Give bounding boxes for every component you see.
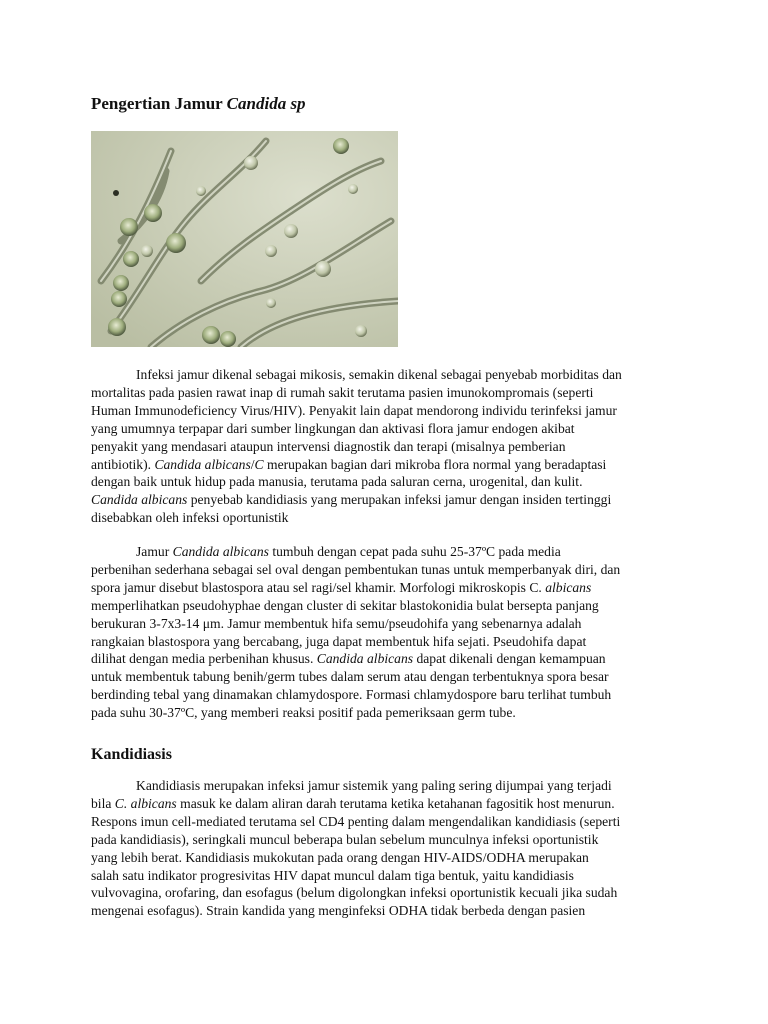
candida-micrograph-image: [91, 131, 398, 347]
title-italic: Candida sp: [226, 94, 306, 113]
text-run: pada suhu 30-37ºC, yang memberi reaksi positif pada pemeriksaan germ tube.: [91, 705, 516, 721]
heading-kandidiasis: Kandidiasis: [91, 746, 172, 763]
text-run: perbenihan sederhana sebagai sel oval dengan pembentukan tunas untuk memperbanyak diri, dan: [91, 561, 621, 577]
italic-term: C. albicans: [114, 795, 177, 811]
paragraph2-line: [91, 633, 683, 651]
text-run: penyakit yang mendasari ataupun intervensi diagnostik dan terapi (misalnya pemberian: [91, 438, 566, 454]
paragraph2-line: [91, 543, 683, 561]
paragraph-kandidiasis: [91, 777, 683, 920]
text-run: penyebab kandidiasis yang merupakan infeksi jamur dengan insiden tertinggi: [187, 492, 612, 508]
paragraph2-line: [91, 597, 683, 615]
text-run: dapat dikenali dengan kemampuan: [413, 651, 606, 667]
text-run: masuk ke dalam aliran darah terutama ketika ketahanan fagositik host menurun.: [176, 795, 615, 811]
text-run: rangkaian blastospora yang bercabang, juga dapat membentuk hifa sejati. Pseudohifa dapat: [91, 633, 587, 649]
paragraph3-line: [91, 813, 683, 831]
italic-term: Candida albicans: [154, 456, 251, 472]
text-run: Kandidiasis merupakan infeksi jamur sistemik yang paling sering dijumpai yang terjadi: [136, 778, 612, 793]
paragraph-jamur-candida: [91, 543, 683, 722]
paragraph2-line: [91, 668, 683, 686]
paragraph2-line: [91, 650, 683, 668]
text-run: bila: [91, 795, 115, 811]
paragraph2-line: [91, 615, 683, 633]
paragraph3-line: [91, 849, 683, 867]
text-run: memperlihatkan pseudohyphae dengan cluster di sekitar blastokonidia bulat bersepta panjang: [91, 597, 599, 613]
text-run: yang umumnya terpapar dari sumber lingkungan dan aktivasi flora jamur endogen akibat: [91, 420, 575, 436]
text-run: disebabkan oleh infeksi oportunistik: [91, 510, 289, 526]
paragraph3-line: [91, 831, 683, 849]
paragraph3-line: [91, 777, 683, 795]
title-text: Pengertian Jamur: [91, 94, 227, 113]
paragraph2-line: [91, 686, 683, 704]
italic-term: Candida albicans: [316, 651, 414, 667]
paragraph1-line: [91, 509, 683, 527]
paragraph1-line: [91, 491, 683, 509]
text-run: merupakan bagian dari mikroba flora normal yang beradaptasi: [263, 456, 607, 472]
paragraph1-line: [91, 402, 683, 420]
paragraph1-line: [91, 456, 683, 474]
paragraph-infeksi-jamur: [91, 366, 683, 527]
paragraph1-line: [91, 420, 683, 438]
text-run: dengan baik untuk hidup pada manusia, terutama pada saluran cerna, urogenital, dan kulit.: [91, 474, 583, 490]
text-run: antibiotik).: [91, 456, 155, 472]
text-run: salah satu indikator progresivitas HIV dapat muncul dalam tiga bentuk, yaitu kandidiasis: [91, 867, 574, 883]
italic-term: Candida albicans: [172, 544, 269, 559]
paragraph1-line: [91, 384, 683, 402]
paragraph3-line: [91, 795, 683, 813]
text-run: Respons imun cell-mediated terutama sel CD4 penting dalam mengendalikan kandidiasis (seperti: [91, 813, 621, 829]
italic-term: Candida albicans: [91, 492, 188, 508]
paragraph1-line: [91, 473, 683, 491]
paragraph2-line: [91, 561, 683, 579]
text-run: tumbuh dengan cepat pada suhu 25-37ºC pada media: [268, 544, 561, 559]
paragraph3-line: [91, 867, 683, 885]
italic-term: albicans: [545, 579, 592, 595]
text-run: yang lebih berat. Kandidiasis mukokutan pada orang dengan HIV-AIDS/ODHA merupakan: [91, 849, 589, 865]
text-run: Jamur: [136, 544, 173, 559]
text-run: /: [250, 456, 255, 472]
text-run: berukuran 3-7x3-14 μm. Jamur membentuk hifa semu/pseudohifa yang sebenarnya adalah: [91, 615, 582, 631]
text-run: Human Immunodeficiency Virus/HIV). Penyakit lain dapat mendorong individu terinfeksi jamur: [91, 402, 617, 418]
paragraph1-line: [91, 366, 683, 384]
page-title: [91, 94, 306, 114]
text-run: vulvovagina, orofaring, dan esofagus (belum digolongkan infeksi oportunistik kecuali jika sudah: [91, 885, 618, 901]
text-run: mortalitas pada pasien rawat inap di rumah sakit terutama pasien imunokompromais (seperti: [91, 384, 594, 400]
text-run: spora jamur disebut blastospora atau sel ragi/sel khamir. Morfologi mikroskopis C.: [91, 579, 546, 595]
paragraph1-line: [91, 438, 683, 456]
text-run: Infeksi jamur dikenal sebagai mikosis, semakin dikenal sebagai penyebab morbiditas dan: [136, 367, 622, 382]
text-run: untuk membentuk tabung benih/germ tubes dalam serum atau dengan terbentuknya spora besar: [91, 669, 609, 685]
text-run: berdinding tebal yang dinamakan chlamydospore. Formasi chlamydospore baru terlihat tumbuh: [91, 687, 612, 703]
text-run: pada kandidiasis), seringkali muncul beberapa bulan sebelum munculnya infeksi oportunistik: [91, 831, 599, 847]
text-run: mengenai esofagus). Strain kandida yang menginfeksi ODHA tidak berbeda dengan pasien: [91, 903, 586, 919]
paragraph3-line: [91, 902, 683, 920]
text-run: dilihat dengan media perbenihan khusus.: [91, 651, 317, 667]
italic-term: C: [254, 456, 264, 472]
paragraph2-line: [91, 704, 683, 722]
paragraph3-line: [91, 884, 683, 902]
paragraph2-line: [91, 579, 683, 597]
